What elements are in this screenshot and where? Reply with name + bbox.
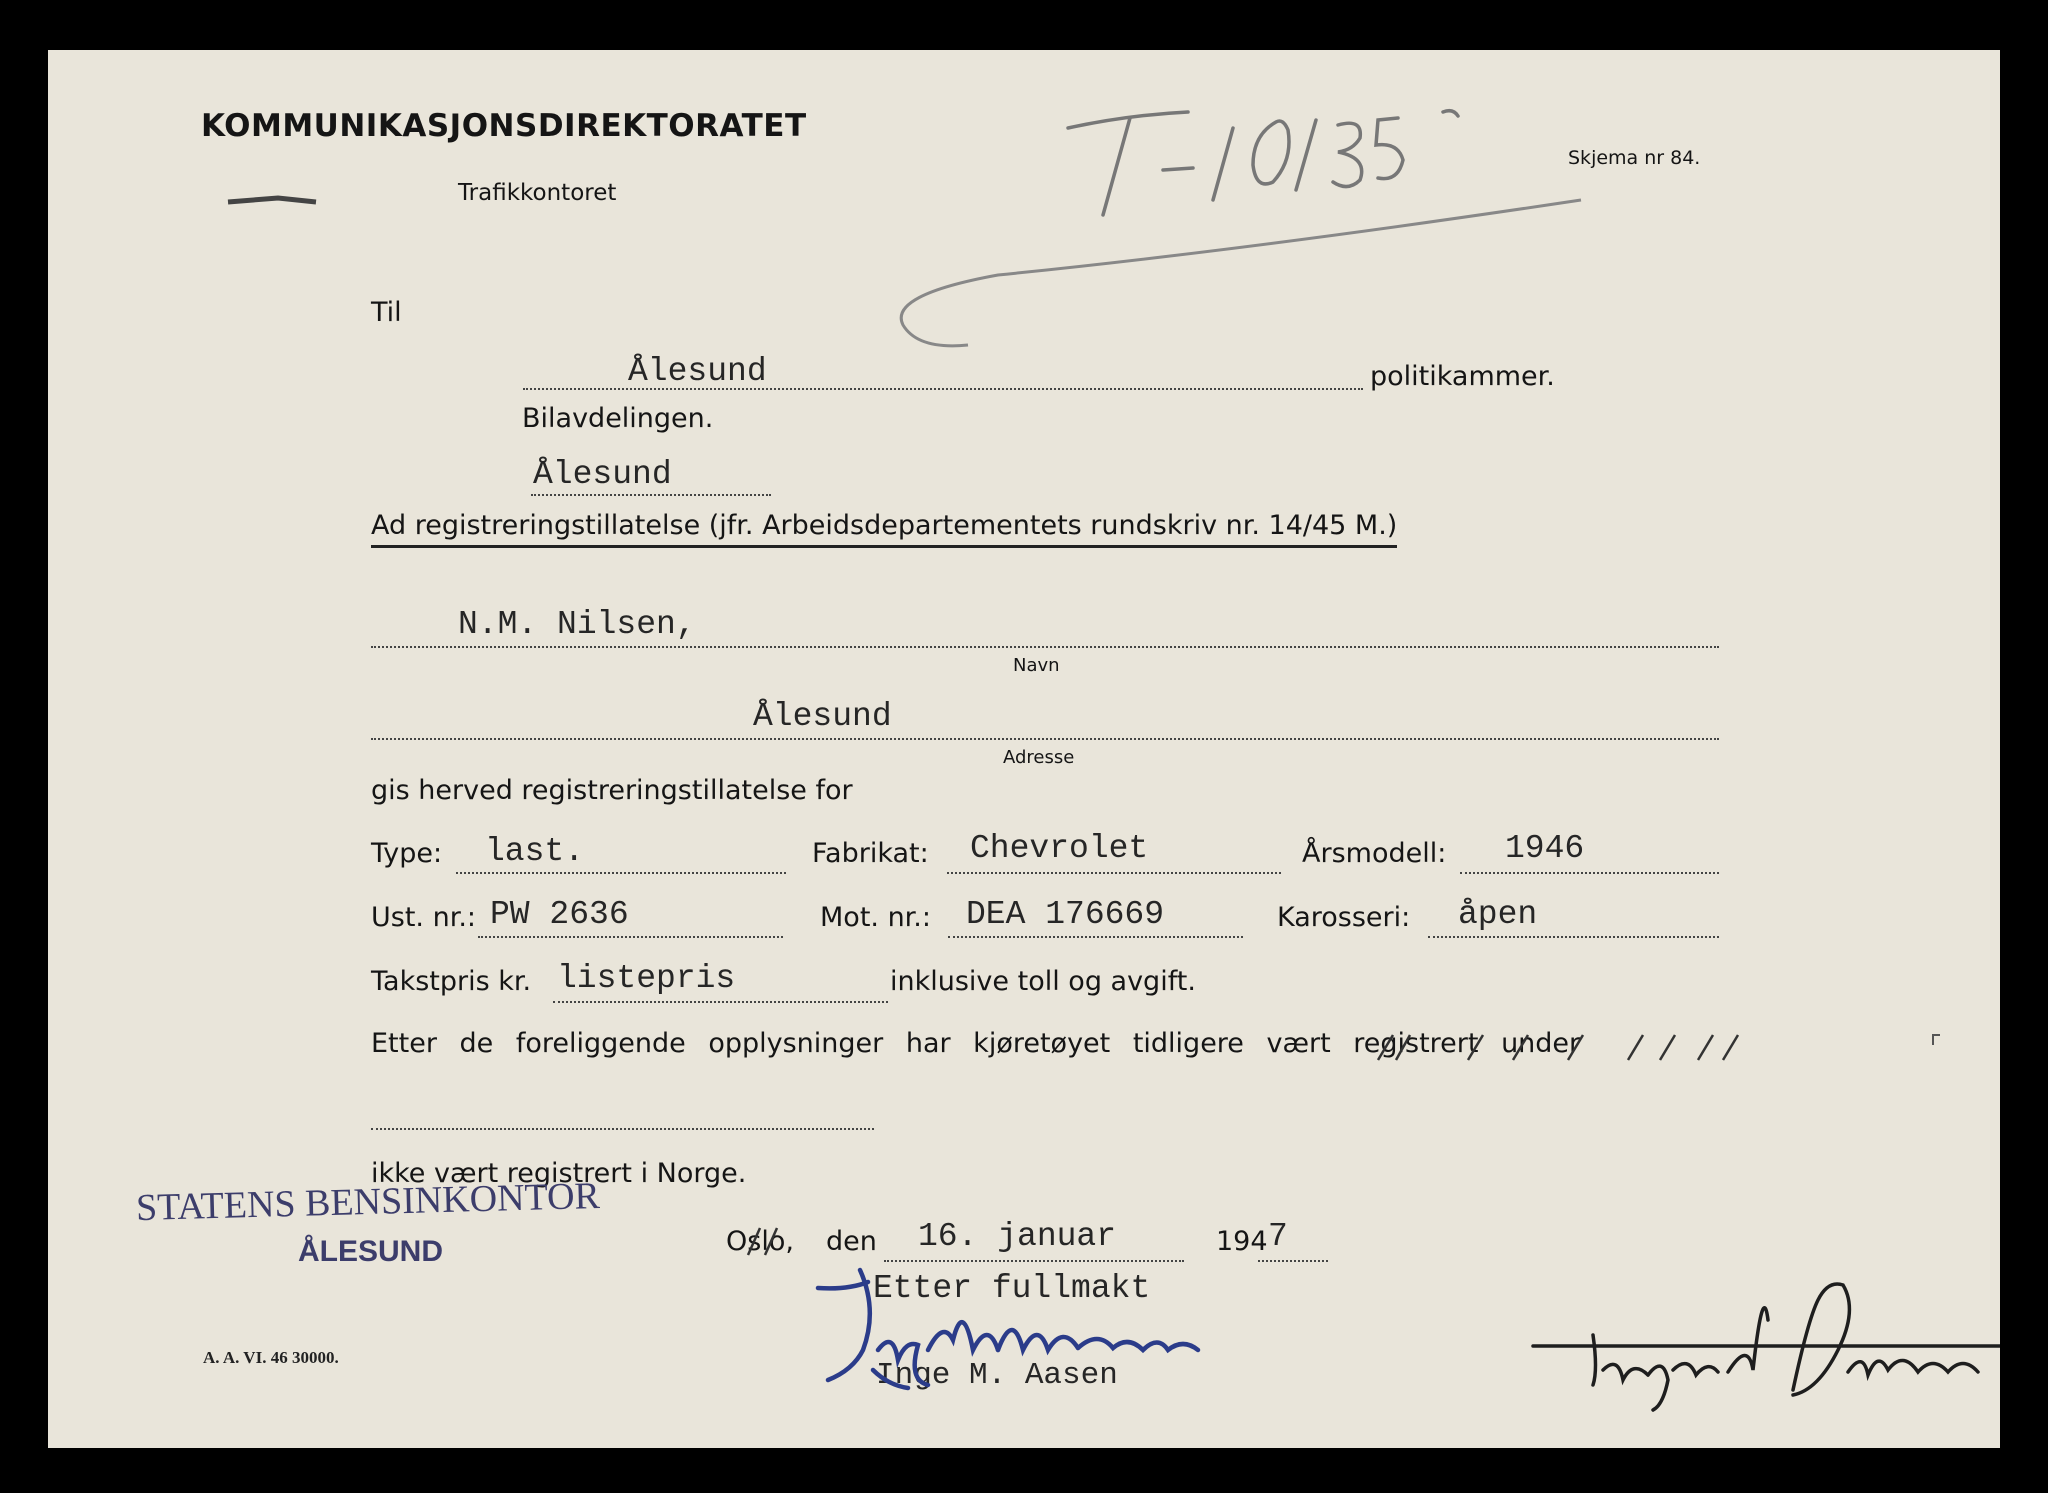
form-number: Skjema nr 84. bbox=[1568, 147, 1701, 169]
type-value: last. bbox=[485, 833, 585, 870]
subject-line: Ad registreringstillatelse (jfr. Arbeidsdepartementets rundskriv nr. 14/45 M.) bbox=[371, 510, 1397, 548]
stamp-line2: ÅLESUND bbox=[298, 1235, 444, 1268]
body-label: Karosseri: bbox=[1277, 902, 1411, 933]
pencil-reference-number bbox=[1068, 111, 1458, 215]
type-label: Type: bbox=[371, 838, 443, 869]
pencil-stroke bbox=[901, 200, 1581, 346]
header-title: KOMMUNIKASJONSDIREKTORATET bbox=[201, 108, 807, 144]
form-document bbox=[48, 50, 2000, 1448]
margin-mark bbox=[1933, 1035, 1940, 1045]
strike-through-marks bbox=[1378, 1035, 1738, 1060]
make-label: Fabrikat: bbox=[812, 838, 929, 869]
department-label: Bilavdelingen. bbox=[522, 403, 714, 434]
address-caption: Adresse bbox=[1003, 747, 1075, 768]
grant-text: gis herved registreringstillatelse for bbox=[371, 775, 853, 806]
date-year-prefix: 194 bbox=[1216, 1226, 1268, 1257]
year-value: 1946 bbox=[1505, 830, 1585, 867]
city-value: Ålesund bbox=[628, 353, 767, 390]
authority-text: Etter fullmakt bbox=[873, 1270, 1151, 1307]
to-label: Til bbox=[371, 297, 402, 328]
price-suffix: inklusive toll og avgift. bbox=[890, 966, 1196, 997]
chassis-label: Ust. nr.: bbox=[371, 902, 476, 933]
year-label: Årsmodell: bbox=[1302, 838, 1447, 869]
make-value: Chevrolet bbox=[970, 830, 1149, 867]
signatory-name: Inge M. Aasen bbox=[876, 1358, 1118, 1393]
engine-label: Mot. nr.: bbox=[820, 902, 931, 933]
place-value: Ålesund bbox=[533, 456, 672, 493]
date-place: Oslo, bbox=[726, 1226, 794, 1257]
history-line1: Etter de foreliggende opplysninger har kjøretøyet tidligere vært registrert under bbox=[371, 1028, 1581, 1059]
name-caption: Navn bbox=[1013, 655, 1060, 676]
price-value: listepris bbox=[557, 960, 736, 997]
history-line2: ikke vært registrert i Norge. bbox=[371, 1158, 747, 1189]
place-strike bbox=[748, 1228, 777, 1255]
body-value: åpen bbox=[1458, 896, 1538, 933]
police-office-label: politikammer. bbox=[1370, 361, 1555, 392]
header-subtitle: Trafikkontoret bbox=[458, 180, 617, 206]
signature-ingrid-nilsen bbox=[1533, 1284, 2000, 1410]
applicant-name: N.M. Nilsen, bbox=[458, 606, 696, 643]
engine-value: DEA 176669 bbox=[966, 896, 1165, 933]
handwriting-layer bbox=[48, 50, 2000, 1448]
ink-smudge bbox=[228, 198, 316, 202]
date-value: 16. januar bbox=[918, 1218, 1117, 1255]
chassis-value: PW 2636 bbox=[490, 896, 629, 933]
signature-inge-aasen bbox=[818, 1270, 1198, 1388]
footer-code: A. A. VI. 46 30000. bbox=[203, 1348, 339, 1367]
date-den: den bbox=[826, 1226, 877, 1257]
applicant-address: Ålesund bbox=[753, 698, 892, 735]
date-year-digit: 7 bbox=[1268, 1218, 1288, 1255]
stamp-line1: STATENS BENSINKONTOR bbox=[135, 1174, 601, 1230]
price-label: Takstpris kr. bbox=[371, 966, 532, 997]
